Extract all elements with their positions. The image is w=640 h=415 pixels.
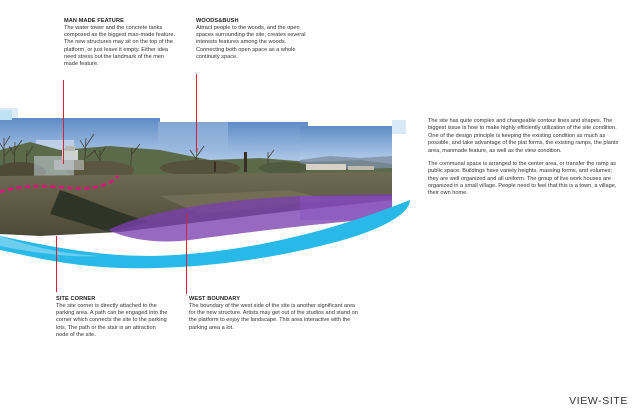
annotation-title: SITE CORNER — [56, 296, 96, 302]
leader-line-west-boundary — [186, 214, 187, 294]
annotation-title: WEST BOUNDARY — [189, 296, 241, 302]
description-paragraph-2: The communal space is arranged to the center area, or transfer the ramp as public space. Buildings have variety heights, massing forms, and volumes; they are well organized and all uniform. The group of live work houses are organized in a small village. People need to feel that this is a town, a village, their own home. — [428, 160, 617, 197]
annotation-title: WOODS&BUSH — [196, 18, 239, 24]
page-title: VIEW-SITE — [569, 395, 628, 407]
annotation-site-corner — [56, 296, 168, 339]
annotation-body: The site corner is directly attached to the parking area. A path can be engaged into the corner which connects the site to the parking lots. The path or the stair is an attraction node of the site. — [56, 303, 168, 338]
leader-line-man-made — [63, 80, 64, 164]
annotation-body: The water tower and the concrete tanks composed as the biggest man-made feature. The new structures may sit on the top of the platform, or just leave it empty. Either idea need stress out the landmark of the men made feature. — [64, 25, 176, 67]
annotation-west-boundary — [189, 296, 361, 332]
leader-line-site-corner — [56, 236, 57, 292]
annotation-body: Attract people to the woods, and the open spaces surrounding the site; creates several interests features among the woods. Connecting both open space as a whole continuity space. — [196, 25, 306, 60]
leader-line-woods — [196, 74, 197, 152]
annotation-title: MAN MADE FEATURE — [64, 18, 124, 24]
annotation-man-made-feature — [64, 18, 176, 68]
annotation-body: The boundary of the west side of the site is another significant area for the new structure. Artists may get out of the studios and stand on the platform to enjoy the landscape. This area interactive with the parking area a lot. — [189, 303, 358, 331]
annotation-woods-bush — [196, 18, 308, 61]
description-paragraph-1: The site has quite complex and changeable contour lines and shapes. The biggest issue is how to make highly efficiently utilization of the site condition. One of the design principle is keeping the existing condition as much as possible, and take advantage of the plat forms, the existing ramps, the plants area, manmade feature, as well as the view condition. — [428, 118, 619, 154]
site-description — [428, 118, 624, 198]
